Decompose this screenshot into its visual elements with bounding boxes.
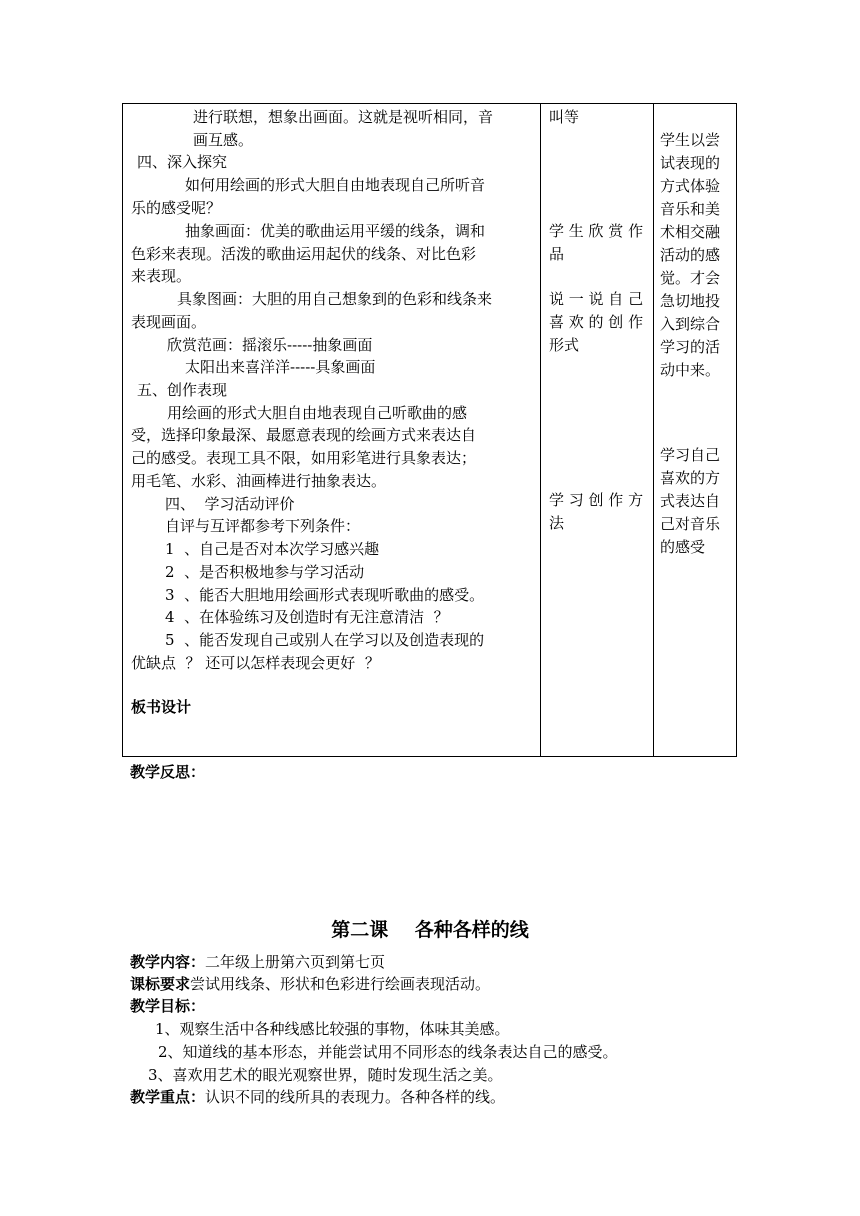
process-line: 己的感受。表现工具不限，如用彩笔进行具象表达； bbox=[131, 449, 477, 467]
intent-line: 己对音乐 bbox=[660, 515, 721, 533]
process-line: 太阳出来喜洋洋-----具象画面 bbox=[185, 358, 376, 376]
process-line: 优缺点 ？ 还可以怎样表现会更好 ？ bbox=[131, 654, 380, 672]
intent-line: 学习自己 bbox=[660, 446, 721, 464]
key-point-row bbox=[130, 1086, 505, 1108]
key-point-text: 认识不同的线所具的表现力。各种各样的线。 bbox=[205, 1088, 506, 1106]
intent-line: 觉。才会 bbox=[660, 269, 721, 287]
lesson-table bbox=[122, 103, 737, 757]
intent-line: 音乐和美 bbox=[660, 200, 721, 218]
intent-line: 的感受 bbox=[660, 538, 706, 556]
goals-label: 教学目标： bbox=[130, 997, 206, 1015]
process-line: 四、深入探究 bbox=[137, 153, 228, 171]
intent-line: 急切地投 bbox=[660, 292, 721, 310]
process-line: 5 、能否发现自己或别人在学习以及创造表现的 bbox=[165, 631, 485, 649]
standard-text: 尝试用线条、形状和色彩进行绘画表现活动。 bbox=[190, 975, 491, 993]
process-line: 表现画面。 bbox=[131, 313, 207, 331]
intent-line: 活动的感 bbox=[660, 246, 721, 264]
process-line: 画互感。 bbox=[193, 131, 254, 149]
process-line: 2 、是否积极地参与学习活动 bbox=[165, 563, 365, 581]
process-line: 3 、能否大胆地用绘画形式表现听歌曲的感受。 bbox=[165, 586, 485, 604]
activity-line: 说 一 说 自 己 bbox=[549, 290, 644, 308]
process-line: 五、创作表现 bbox=[137, 381, 228, 399]
activity-line: 品 bbox=[549, 245, 565, 263]
activity-line: 法 bbox=[549, 514, 565, 532]
process-line: 1 、自己是否对本次学习感兴趣 bbox=[165, 540, 380, 558]
standard-label: 课标要求 bbox=[130, 975, 191, 993]
activity-line: 学 生 欣 赏 作 bbox=[549, 222, 644, 240]
content-row bbox=[130, 951, 385, 973]
intent-line: 术相交融 bbox=[660, 223, 721, 241]
intent-line: 入到综合 bbox=[660, 315, 721, 333]
process-line: 用毛笔、水彩、油画棒进行抽象表达。 bbox=[131, 472, 387, 490]
process-line: 具象图画：大胆的用自己想象到的色彩和线条来 bbox=[177, 290, 493, 308]
process-line: 受，选择印象最深、最愿意表现的绘画方式来表达自 bbox=[131, 426, 477, 444]
process-line: 欣赏范画：摇滚乐-----抽象画面 bbox=[167, 336, 373, 354]
standard-row bbox=[130, 973, 490, 995]
process-line: 如何用绘画的形式大胆自由地表现自己所听音 bbox=[185, 176, 486, 194]
column-divider bbox=[540, 104, 541, 756]
intent-line: 式表达自 bbox=[660, 492, 721, 510]
content-label: 教学内容： bbox=[130, 953, 206, 971]
lesson-title: 第二课 各种各样的线 bbox=[331, 919, 529, 941]
process-line: 乐的感受呢？ bbox=[131, 199, 222, 217]
board-design-heading: 板书设计 bbox=[131, 698, 192, 716]
goal-item: 2、知道线的基本形态，并能尝试用不同形态的线条表达自己的感受。 bbox=[158, 1043, 618, 1061]
column-divider bbox=[653, 104, 654, 756]
process-line: 用绘画的形式大胆自由地表现自己听歌曲的感 bbox=[167, 404, 468, 422]
activity-line: 喜 欢 的 创 作 bbox=[549, 313, 644, 331]
process-line: 色彩来表现。活泼的歌曲运用起伏的线条、对比色彩 bbox=[131, 245, 477, 263]
activity-line: 叫等 bbox=[549, 108, 580, 126]
reflection-heading: 教学反思： bbox=[130, 763, 206, 781]
process-line: 进行联想，想象出画面。这就是视听相同，音 bbox=[193, 108, 494, 126]
key-point-label: 教学重点： bbox=[130, 1088, 206, 1106]
process-line: 抽象画面：优美的歌曲运用平缓的线条，调和 bbox=[185, 222, 486, 240]
process-line: 自评与互评都参考下列条件： bbox=[165, 517, 361, 535]
intent-line: 方式体验 bbox=[660, 177, 721, 195]
content-text: 二年级上册第六页到第七页 bbox=[205, 953, 386, 971]
activity-line: 形式 bbox=[549, 336, 580, 354]
intent-line: 学生以尝 bbox=[660, 131, 721, 149]
process-line: 4 、在体验练习及创造时有无注意清洁 ？ bbox=[165, 608, 449, 626]
goal-item: 3、喜欢用艺术的眼光观察世界，随时发现生活之美。 bbox=[148, 1066, 503, 1084]
intent-line: 动中来。 bbox=[660, 361, 721, 379]
intent-line: 试表现的 bbox=[660, 154, 721, 172]
intent-line: 喜欢的方 bbox=[660, 469, 721, 487]
intent-line: 学习的活 bbox=[660, 338, 721, 356]
activity-line: 学 习 创 作 方 bbox=[549, 491, 644, 509]
process-line: 四、 学习活动评价 bbox=[165, 495, 295, 513]
process-line: 来表现。 bbox=[131, 267, 192, 285]
goal-item: 1、观察生活中各种线感比较强的事物，体味其美感。 bbox=[155, 1020, 510, 1038]
